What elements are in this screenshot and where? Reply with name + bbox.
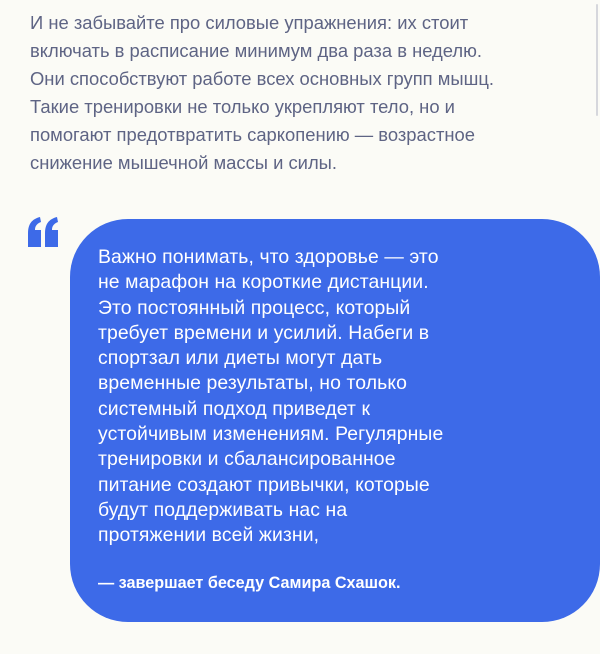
quote-attribution: — завершает беседу Самира Схашок. xyxy=(98,574,401,592)
quote-card xyxy=(70,219,600,622)
scrollbar-thumb[interactable] xyxy=(596,4,598,116)
article-paragraph: И не забывайте про силовые упражнения: их стоит включать в расписание минимум два раза в неделю. Они способствуют работе всех основных групп мышц. Такие тренировки не только укрепляют тело, но и помогают предотвратить саркопению — возрастное снижение мышечной массы и силы. xyxy=(30,12,495,173)
quote-mark-icon xyxy=(26,216,60,248)
quote-text: Важно понимать, что здоровье — это не марафон на короткие дистанции. Это постоянный процесс, который требует времени и усилий. Набеги в спортзал или диеты могут дать временные результаты, но только системный подход приведет к устойчивым изменениям. Регулярные тренировки и сбалансированное питание создают привычки, которые будут поддерживать нас на протяжении всей жизни, xyxy=(98,246,444,547)
